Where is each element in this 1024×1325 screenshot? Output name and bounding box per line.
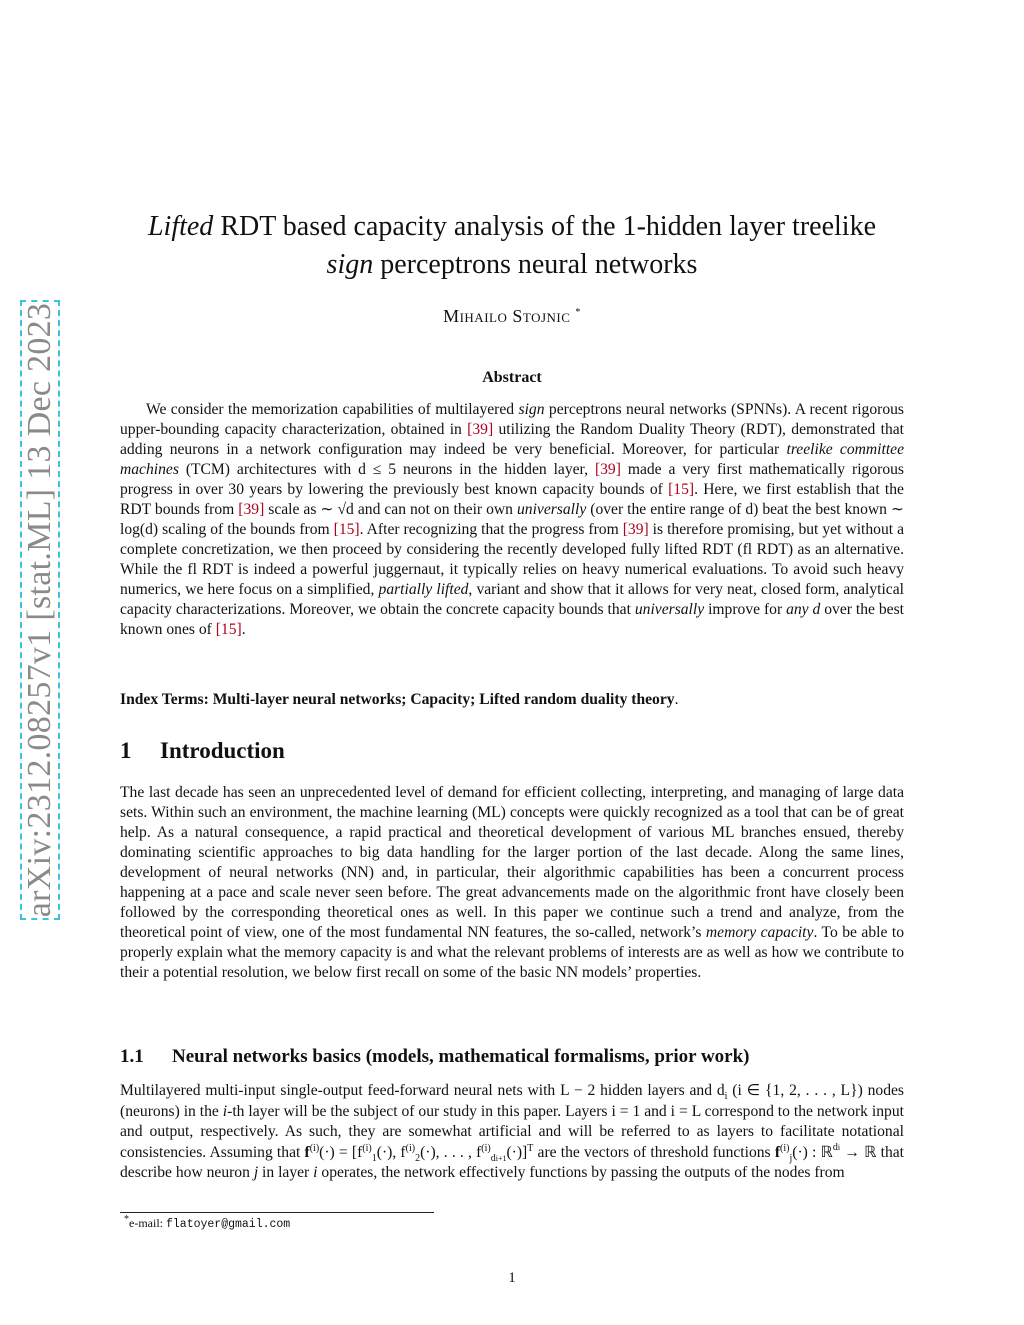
- body-text: → ℝ that describe how neuron: [120, 1143, 905, 1181]
- email-link[interactable]: flatoyer@gmail.com: [165, 1218, 291, 1231]
- subsection-number: 1.1: [120, 1046, 144, 1067]
- abstract-text: We consider the memorization capabilities of multilayered: [146, 401, 519, 418]
- subsection-heading-nn-basics: [120, 1046, 904, 1068]
- footnote: [124, 1216, 290, 1231]
- intro-emph: memory capacity: [705, 924, 814, 941]
- page-number: 1: [508, 1270, 516, 1286]
- body-text: operates, the network effectively functions by passing the outputs of the nodes from: [317, 1164, 845, 1181]
- section-heading-introduction: [120, 738, 904, 764]
- nn-basics-paragraph: [120, 1081, 904, 1184]
- math-text: (·) : ℝ: [792, 1143, 833, 1161]
- abstract-text: . After recognizing that the progress from: [359, 521, 623, 538]
- abstract-text: , variant and show that it allows for very neat, closed form, analytical capacity characterizations. Moreover, we obtain the concrete capacity bounds that: [120, 581, 904, 618]
- abstract-text: over the best known ones of: [120, 601, 904, 638]
- paper-title: [120, 208, 904, 284]
- math-superscript: (i): [405, 1142, 416, 1154]
- title-italic-word: Lifted: [147, 211, 214, 242]
- math-text: (·), . . . , f: [420, 1143, 482, 1161]
- body-text: are the vectors of threshold functions: [533, 1143, 775, 1161]
- abstract-text: scale as ∼ √d and can not on their own: [264, 501, 517, 518]
- body-text: in layer: [258, 1164, 314, 1181]
- body-text: -th layer will be the subject of our study in this paper. Layers i = 1 and i = L correspond to the network input and output, respectively. As such, they are somewhat artificial and will be referred to as layers to facilitate notational consistencies. Assuming that: [120, 1102, 904, 1161]
- citation-link[interactable]: [39]: [467, 421, 494, 438]
- author-text: Mihailo Stojnic: [443, 306, 571, 326]
- abstract-text: . Here, we first establish that the RDT bounds from: [120, 481, 904, 518]
- abstract-emph: sign: [518, 401, 545, 418]
- section-number: 1: [120, 738, 132, 763]
- citation-link[interactable]: [15]: [668, 481, 695, 498]
- author-name: [120, 306, 904, 327]
- index-terms: [120, 691, 904, 709]
- arxiv-identifier: arXiv:2312.08257v1 [stat.ML] 13 Dec 2023: [21, 302, 58, 918]
- math-bold-f: f: [304, 1143, 310, 1161]
- body-text: Multilayered multi-input single-output feed-forward neural nets with L − 2 hidden layers and d: [120, 1082, 725, 1099]
- author-footnote-mark: *: [575, 307, 581, 318]
- abstract-body: [120, 400, 904, 640]
- abstract-text: perceptrons neural networks (SPNNs). A recent rigorous upper-bounding capacity characterization, obtained in: [120, 401, 904, 438]
- abstract-text: (TCM) architectures with d ≤ 5 neurons in the hidden layer,: [178, 461, 595, 478]
- title-line2-rest: perceptrons neural networks: [373, 249, 698, 280]
- intro-text: The last decade has seen an unprecedented level of demand for efficient collecting, interpreting, and managing of large data sets. Within such an environment, the machine learning (ML) concepts were quickly recognized as a tool that can be of great help. As a natural consequence, a rapid practical and theoretical development of various ML branches ensued, thereby dominating scientific approaches to big data handling for the larger portion of the last decade. Along the same lines, development of neural networks (NN) and, in particular, their algorithmic capabilities has been a concurrent process happening at a pace and scale never seen before. The great advancements made on the algorithmic front have closely been followed by the corresponding theoretical ones as well. In this paper we continue such a trend and analyze, from the theoretical point of view, one of the most fundamental NN features, the so-called, network’s: [120, 784, 904, 941]
- abstract-emph: treelike committee machines: [120, 441, 904, 478]
- title-italic-word-2: sign: [326, 249, 374, 280]
- abstract-text: .: [241, 621, 246, 638]
- citation-link[interactable]: [39]: [622, 521, 649, 538]
- math-superscript: (i): [780, 1142, 790, 1154]
- citation-link[interactable]: [39]: [594, 461, 621, 478]
- math-subscript: j: [789, 1152, 793, 1164]
- footnote-rule: [120, 1212, 434, 1213]
- math-var: j: [253, 1164, 259, 1181]
- footnote-label: e-mail:: [129, 1216, 166, 1230]
- abstract-emph: any d: [786, 601, 821, 618]
- abstract-emph: partially lifted: [378, 581, 469, 598]
- abstract-text: (over the entire range of d) beat the best known ∼ log(d) scaling of the bounds from: [120, 501, 904, 538]
- math-var: i: [222, 1102, 228, 1120]
- math-subsubscript: i+1: [495, 1153, 507, 1163]
- math-subscript: 2: [415, 1152, 421, 1164]
- math-subscript: [491, 1153, 507, 1164]
- math-text: (·), f: [376, 1143, 406, 1161]
- math-subscript: 1: [371, 1152, 377, 1164]
- index-terms-period: .: [674, 691, 679, 708]
- subsection-title: Neural networks basics (models, mathematical formalisms, prior work): [172, 1046, 750, 1067]
- intro-text: . To be able to properly explain what the memory capacity is and what the relevant problems of interests are as well as how we contribute to their a potential resolution, we below first recall on some of the basic NN models’ properties.: [120, 924, 904, 981]
- section-title: Introduction: [160, 738, 285, 763]
- abstract-heading: Abstract: [482, 369, 542, 386]
- math-subscript: i: [724, 1091, 728, 1103]
- title-line1-rest: RDT based capacity analysis of the 1-hidden layer treelike: [213, 211, 877, 242]
- footnote-mark: *: [124, 1214, 129, 1225]
- introduction-paragraph: [120, 783, 904, 983]
- math-text: (·)]: [506, 1143, 528, 1161]
- abstract-emph: universally: [634, 601, 705, 618]
- math-superscript: (i): [481, 1142, 491, 1154]
- math-subsubscript: i: [837, 1143, 841, 1153]
- index-terms-text: Index Terms: Multi-layer neural networks; Capacity; Lifted random duality theory: [120, 691, 675, 708]
- abstract-text: is therefore promising, but yet without a complete concretization, we then proceed by considering the recently developed fully lifted RDT (fl RDT) as an alternative. While the fl RDT is indeed a powerful juggernaut, it typically relies on heavy numerical evaluations. To avoid such heavy numerics, we here focus on a simplified,: [120, 521, 904, 598]
- abstract-text: improve for: [704, 601, 787, 618]
- math-subscript-d: d: [490, 1152, 496, 1164]
- citation-link[interactable]: [39]: [238, 501, 265, 518]
- body-text: (i ∈ {1, 2, . . . , L}) nodes (neurons) in the: [120, 1082, 904, 1120]
- arxiv-sidebar-stamp: [20, 300, 60, 920]
- math-superscript-d: d: [832, 1142, 838, 1154]
- abstract-text: utilizing the Random Duality Theory (RDT), demonstrated that adding neurons in a network configuration may indeed be very beneficial. Moreover, for particular: [120, 421, 905, 458]
- math-superscript: T: [527, 1142, 534, 1154]
- math-superscript: (i): [309, 1142, 320, 1154]
- math-text: (·) = [f: [319, 1143, 363, 1161]
- abstract-text: made a very first mathematically rigorous progress in over 30 years by lowering the previously best known capacity bounds of: [120, 461, 904, 498]
- citation-link[interactable]: [15]: [333, 521, 360, 538]
- math-superscript: (i): [362, 1142, 372, 1154]
- abstract-emph: universally: [516, 501, 587, 518]
- math-bold-f: f: [774, 1143, 781, 1161]
- math-var: i: [313, 1164, 318, 1181]
- citation-link[interactable]: [15]: [215, 621, 242, 638]
